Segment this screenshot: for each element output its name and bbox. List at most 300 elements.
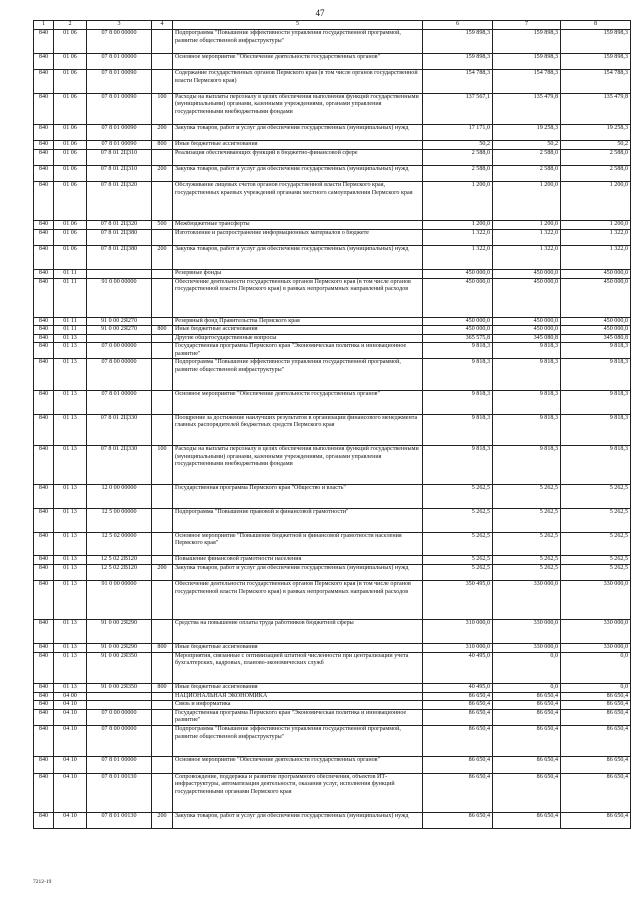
- cell-target-article: 07 8 00 00000: [87, 725, 152, 756]
- cell-section: 01 13: [54, 652, 87, 683]
- cell-description: Содержание государственных органов Пермского края (в том числе органов государственной власти Пермского края): [173, 69, 423, 93]
- cell-description: Реализация обеспечивающих функций в бюджетно-финансовой сфере: [173, 149, 423, 165]
- cell-target-article: 07 8 01 2Ц380: [87, 246, 152, 270]
- table-row: [34, 125, 631, 141]
- cell-amount-3: 159 898,3: [561, 53, 631, 69]
- cell-amount-3: 5 262,5: [561, 556, 631, 565]
- cell-target-article: 07 8 01 2Ц330: [87, 414, 152, 445]
- cell-target-article: 91 0 00 00000: [87, 581, 152, 620]
- cell-section: 01 13: [54, 390, 87, 414]
- cell-ministry: 840: [34, 581, 54, 620]
- cell-section: 01 11: [54, 317, 87, 326]
- cell-section: 01 13: [54, 565, 87, 581]
- cell-amount-2: 19 258,3: [493, 125, 561, 141]
- cell-amount-3: 135 479,8: [561, 93, 631, 124]
- table-row: [34, 69, 631, 93]
- cell-description: Подпрограмма "Повышение правовой и финансовой грамотности": [173, 508, 423, 532]
- table-row: [34, 269, 631, 278]
- cell-amount-3: 19 258,3: [561, 125, 631, 141]
- cell-target-article: 07 8 01 00090: [87, 69, 152, 93]
- cell-amount-2: 450 000,0: [493, 278, 561, 317]
- cell-amount-2: 1 322,0: [493, 246, 561, 270]
- cell-amount-2: 0,0: [493, 684, 561, 693]
- table-row: [34, 93, 631, 124]
- cell-expense-type: [152, 709, 173, 725]
- cell-ministry: 840: [34, 692, 54, 701]
- cell-amount-2: 9 818,3: [493, 390, 561, 414]
- cell-amount-1: 154 788,3: [423, 69, 493, 93]
- cell-amount-2: 0,0: [493, 652, 561, 683]
- cell-description: Иные бюджетные ассигнования: [173, 141, 423, 150]
- header-col-6: 6: [423, 21, 493, 30]
- cell-ministry: 840: [34, 326, 54, 335]
- cell-amount-3: 330 000,0: [561, 620, 631, 644]
- cell-ministry: 840: [34, 725, 54, 756]
- cell-description: Иные бюджетные ассигнования: [173, 684, 423, 693]
- cell-amount-1: 40 495,0: [423, 684, 493, 693]
- cell-description: Расходы на выплаты персоналу в целях обеспечения выполнения функций государственными (муниципальными) органами, казенными учреждениями, органами управления государственными внебюджетными фондами: [173, 93, 423, 124]
- cell-ministry: 840: [34, 334, 54, 343]
- cell-ministry: 840: [34, 812, 54, 828]
- cell-amount-1: 1 322,0: [423, 229, 493, 245]
- cell-amount-1: 450 000,0: [423, 326, 493, 335]
- cell-amount-2: 1 322,0: [493, 229, 561, 245]
- cell-ministry: 840: [34, 757, 54, 773]
- cell-expense-type: [152, 620, 173, 644]
- cell-amount-2: 450 000,0: [493, 269, 561, 278]
- cell-description: Резервный фонд Правительства Пермского края: [173, 317, 423, 326]
- cell-ministry: 840: [34, 317, 54, 326]
- cell-target-article: 91 0 00 2Я290: [87, 620, 152, 644]
- table-row: [34, 581, 631, 620]
- table-row: [34, 166, 631, 182]
- cell-amount-1: 86 650,4: [423, 701, 493, 710]
- cell-description: Закупка товаров, работ и услуг для обеспечения государственных (муниципальных) нужд: [173, 565, 423, 581]
- cell-section: 01 13: [54, 620, 87, 644]
- cell-amount-2: 5 262,5: [493, 556, 561, 565]
- cell-ministry: 840: [34, 53, 54, 69]
- cell-expense-type: [152, 773, 173, 812]
- table-row: [34, 773, 631, 812]
- cell-expense-type: [152, 334, 173, 343]
- cell-amount-3: 86 650,4: [561, 773, 631, 812]
- cell-target-article: 07 8 01 2Ц330: [87, 446, 152, 485]
- cell-description: Сопровождение, поддержка и развитие программного обеспечения, объектов ИТ-инфраструктуры, автоматизация деятельности, оказания услуг, исполнения функций государственными органами Пермского края: [173, 773, 423, 812]
- cell-amount-1: 50,2: [423, 141, 493, 150]
- cell-description: Повышение финансовой грамотности населения: [173, 556, 423, 565]
- cell-amount-2: 159 898,3: [493, 53, 561, 69]
- cell-amount-3: 9 818,3: [561, 446, 631, 485]
- table-row: [34, 446, 631, 485]
- cell-expense-type: 200: [152, 565, 173, 581]
- table-row: [34, 278, 631, 317]
- cell-description: Подпрограмма "Повышение эффективности управления государственной программой, развитие общественной инфраструктуры": [173, 725, 423, 756]
- table-row: [34, 652, 631, 683]
- cell-target-article: 07 8 01 2Ц310: [87, 166, 152, 182]
- cell-amount-2: 86 650,4: [493, 701, 561, 710]
- cell-amount-3: 159 898,3: [561, 30, 631, 54]
- cell-amount-3: 86 650,4: [561, 757, 631, 773]
- cell-ministry: 840: [34, 69, 54, 93]
- cell-target-article: 91 0 00 2Я350: [87, 652, 152, 683]
- table-row: [34, 141, 631, 150]
- cell-amount-3: 86 650,4: [561, 701, 631, 710]
- cell-ministry: 840: [34, 125, 54, 141]
- table-row: [34, 221, 631, 230]
- cell-expense-type: [152, 725, 173, 756]
- cell-ministry: 840: [34, 359, 54, 390]
- cell-amount-2: 9 818,3: [493, 446, 561, 485]
- cell-section: 01 13: [54, 414, 87, 445]
- cell-target-article: 91 0 00 2Я270: [87, 317, 152, 326]
- table-row: [34, 414, 631, 445]
- cell-amount-3: 86 650,4: [561, 725, 631, 756]
- cell-target-article: [87, 701, 152, 710]
- cell-section: 01 06: [54, 53, 87, 69]
- cell-ministry: 840: [34, 30, 54, 54]
- table-row: [34, 326, 631, 335]
- cell-expense-type: [152, 581, 173, 620]
- cell-section: 01 13: [54, 343, 87, 359]
- table-row: [34, 709, 631, 725]
- cell-section: 01 11: [54, 326, 87, 335]
- cell-target-article: 91 0 00 2Я350: [87, 684, 152, 693]
- cell-description: Изготовление и распространение информационных материалов о бюджете: [173, 229, 423, 245]
- cell-ministry: 840: [34, 508, 54, 532]
- table-row: [34, 246, 631, 270]
- cell-expense-type: [152, 30, 173, 54]
- cell-amount-1: 159 898,3: [423, 53, 493, 69]
- cell-amount-2: 330 000,0: [493, 620, 561, 644]
- cell-amount-3: 330 000,0: [561, 581, 631, 620]
- cell-section: 01 13: [54, 446, 87, 485]
- cell-ministry: 840: [34, 141, 54, 150]
- cell-description: Обеспечение деятельности государственных органов Пермского края (в том числе органов государственной власти Пермского края) в рамках непрограммных направлений расходов: [173, 278, 423, 317]
- cell-description: Средства на повышение оплаты труда работников бюджетной сферы: [173, 620, 423, 644]
- cell-expense-type: [152, 414, 173, 445]
- cell-target-article: 07 8 01 2Ц380: [87, 229, 152, 245]
- cell-description: Подпрограмма "Повышение эффективности управления государственной программой, развитие общественной инфраструктуры": [173, 30, 423, 54]
- cell-target-article: 12 5 02 00000: [87, 532, 152, 556]
- cell-amount-1: 86 650,4: [423, 709, 493, 725]
- cell-ministry: 840: [34, 390, 54, 414]
- cell-expense-type: [152, 269, 173, 278]
- cell-expense-type: [152, 359, 173, 390]
- cell-amount-3: 5 262,5: [561, 485, 631, 509]
- footer-code: 7212-19: [33, 879, 52, 885]
- cell-amount-3: 1 200,0: [561, 182, 631, 221]
- cell-section: 01 06: [54, 93, 87, 124]
- table-row: [34, 149, 631, 165]
- cell-ministry: 840: [34, 773, 54, 812]
- cell-expense-type: [152, 757, 173, 773]
- table-row: [34, 812, 631, 828]
- cell-description: Основное мероприятие "Повышение бюджетной и финансовой грамотности населения Пермского края": [173, 532, 423, 556]
- cell-ministry: 840: [34, 446, 54, 485]
- cell-expense-type: [152, 182, 173, 221]
- cell-amount-1: 86 650,4: [423, 692, 493, 701]
- cell-expense-type: [152, 556, 173, 565]
- cell-amount-2: 86 650,4: [493, 725, 561, 756]
- cell-description: Иные бюджетные ассигнования: [173, 644, 423, 653]
- cell-expense-type: [152, 485, 173, 509]
- cell-expense-type: 200: [152, 166, 173, 182]
- cell-expense-type: [152, 149, 173, 165]
- cell-target-article: 91 0 00 2Я270: [87, 326, 152, 335]
- table-body: [34, 30, 631, 829]
- cell-section: 01 13: [54, 508, 87, 532]
- cell-amount-1: 9 818,3: [423, 359, 493, 390]
- cell-amount-1: 310 000,0: [423, 644, 493, 653]
- cell-target-article: 07 0 00 00000: [87, 709, 152, 725]
- cell-amount-3: 9 818,3: [561, 343, 631, 359]
- cell-target-article: [87, 334, 152, 343]
- cell-amount-3: 1 322,0: [561, 229, 631, 245]
- table-row: [34, 485, 631, 509]
- cell-description: Основное мероприятие "Обеспечение деятельности государственных органов": [173, 53, 423, 69]
- cell-amount-1: 9 818,3: [423, 390, 493, 414]
- cell-description: Государственная программа Пермского края "Общество и власть": [173, 485, 423, 509]
- cell-expense-type: 800: [152, 326, 173, 335]
- cell-expense-type: [152, 532, 173, 556]
- table-row: [34, 229, 631, 245]
- cell-amount-1: 5 262,5: [423, 532, 493, 556]
- cell-amount-3: 450 000,0: [561, 278, 631, 317]
- cell-ministry: 840: [34, 182, 54, 221]
- cell-amount-2: 9 818,3: [493, 343, 561, 359]
- cell-amount-2: 86 650,4: [493, 773, 561, 812]
- cell-amount-2: 5 262,5: [493, 532, 561, 556]
- cell-amount-2: 86 650,4: [493, 709, 561, 725]
- cell-section: 04 10: [54, 701, 87, 710]
- cell-amount-3: 1 322,0: [561, 246, 631, 270]
- cell-amount-3: 450 000,0: [561, 317, 631, 326]
- cell-section: 01 06: [54, 229, 87, 245]
- cell-ministry: 840: [34, 246, 54, 270]
- cell-amount-2: 450 000,0: [493, 326, 561, 335]
- header-col-5: 5: [173, 21, 423, 30]
- cell-ministry: 840: [34, 221, 54, 230]
- cell-amount-1: 5 262,5: [423, 485, 493, 509]
- cell-amount-2: 159 898,3: [493, 30, 561, 54]
- table-row: [34, 565, 631, 581]
- header-col-8: 8: [561, 21, 631, 30]
- cell-section: 01 13: [54, 581, 87, 620]
- cell-expense-type: [152, 390, 173, 414]
- cell-amount-3: 5 262,5: [561, 532, 631, 556]
- cell-description: Государственная программа Пермского края "Экономическая политика и инновационное развитие": [173, 343, 423, 359]
- header-col-2: 2: [54, 21, 87, 30]
- cell-section: 04 10: [54, 725, 87, 756]
- budget-table-container: [33, 20, 630, 829]
- cell-amount-3: 345 080,8: [561, 334, 631, 343]
- cell-amount-2: 2 588,0: [493, 149, 561, 165]
- cell-amount-3: 450 000,0: [561, 326, 631, 335]
- cell-ministry: 840: [34, 149, 54, 165]
- cell-section: 04 10: [54, 773, 87, 812]
- budget-table: [33, 20, 631, 829]
- cell-expense-type: [152, 343, 173, 359]
- cell-target-article: 07 8 01 00000: [87, 53, 152, 69]
- header-col-7: 7: [493, 21, 561, 30]
- cell-expense-type: 200: [152, 246, 173, 270]
- table-row: [34, 644, 631, 653]
- cell-amount-3: 330 000,0: [561, 644, 631, 653]
- cell-amount-1: 1 200,0: [423, 221, 493, 230]
- cell-amount-1: 5 262,5: [423, 565, 493, 581]
- table-row: [34, 390, 631, 414]
- cell-ministry: 840: [34, 652, 54, 683]
- cell-section: 01 06: [54, 125, 87, 141]
- cell-amount-3: 450 000,0: [561, 269, 631, 278]
- cell-target-article: [87, 269, 152, 278]
- cell-section: 04 10: [54, 812, 87, 828]
- table-row: [34, 692, 631, 701]
- table-row: [34, 620, 631, 644]
- cell-amount-2: 154 788,3: [493, 69, 561, 93]
- cell-expense-type: 100: [152, 446, 173, 485]
- cell-target-article: 07 8 01 00130: [87, 773, 152, 812]
- cell-amount-3: 154 788,3: [561, 69, 631, 93]
- cell-expense-type: 500: [152, 221, 173, 230]
- cell-section: 01 13: [54, 485, 87, 509]
- cell-target-article: 07 8 01 00090: [87, 125, 152, 141]
- cell-target-article: 07 8 01 00090: [87, 93, 152, 124]
- cell-description: Подпрограмма "Повышение эффективности управления государственной программой, развитие общественной инфраструктуры": [173, 359, 423, 390]
- table-row: [34, 317, 631, 326]
- cell-target-article: [87, 692, 152, 701]
- table-row: [34, 556, 631, 565]
- cell-amount-3: 5 262,5: [561, 565, 631, 581]
- cell-expense-type: [152, 652, 173, 683]
- cell-section: 01 11: [54, 278, 87, 317]
- cell-ministry: 840: [34, 343, 54, 359]
- cell-section: 04 10: [54, 757, 87, 773]
- cell-description: Резервные фонды: [173, 269, 423, 278]
- cell-target-article: 07 8 00 00000: [87, 30, 152, 54]
- table-row: [34, 701, 631, 710]
- cell-section: 01 06: [54, 182, 87, 221]
- cell-amount-3: 86 650,4: [561, 709, 631, 725]
- cell-section: 01 06: [54, 69, 87, 93]
- cell-amount-2: 5 262,5: [493, 485, 561, 509]
- cell-amount-1: 137 567,1: [423, 93, 493, 124]
- cell-amount-2: 330 000,0: [493, 581, 561, 620]
- table-row: [34, 757, 631, 773]
- cell-ministry: 840: [34, 709, 54, 725]
- cell-amount-1: 159 898,3: [423, 30, 493, 54]
- cell-expense-type: [152, 692, 173, 701]
- cell-description: Другие общегосударственные вопросы: [173, 334, 423, 343]
- cell-section: 01 06: [54, 30, 87, 54]
- table-row: [34, 359, 631, 390]
- cell-target-article: 91 0 00 2Я290: [87, 644, 152, 653]
- cell-amount-2: 135 479,8: [493, 93, 561, 124]
- table-header-row: [34, 21, 631, 30]
- cell-expense-type: 100: [152, 93, 173, 124]
- cell-amount-3: 9 818,3: [561, 359, 631, 390]
- cell-amount-2: 5 262,5: [493, 565, 561, 581]
- cell-amount-3: 50,2: [561, 141, 631, 150]
- cell-section: 01 13: [54, 556, 87, 565]
- cell-amount-2: 330 000,0: [493, 644, 561, 653]
- header-col-4: 4: [152, 21, 173, 30]
- cell-description: Межбюджетные трансферты: [173, 221, 423, 230]
- cell-amount-3: 9 818,3: [561, 390, 631, 414]
- cell-amount-1: 310 000,0: [423, 620, 493, 644]
- cell-amount-1: 1 200,0: [423, 182, 493, 221]
- cell-amount-3: 86 650,4: [561, 692, 631, 701]
- cell-expense-type: 800: [152, 684, 173, 693]
- header-col-1: 1: [34, 21, 54, 30]
- cell-ministry: 840: [34, 166, 54, 182]
- cell-target-article: 12 5 00 00000: [87, 508, 152, 532]
- cell-section: 01 06: [54, 246, 87, 270]
- page-number: 47: [315, 8, 325, 18]
- cell-ministry: 840: [34, 93, 54, 124]
- cell-amount-1: 5 262,5: [423, 556, 493, 565]
- cell-section: 01 06: [54, 141, 87, 150]
- cell-amount-2: 450 000,0: [493, 317, 561, 326]
- cell-section: 01 13: [54, 644, 87, 653]
- cell-ministry: 840: [34, 414, 54, 445]
- cell-ministry: 840: [34, 229, 54, 245]
- cell-ministry: 840: [34, 269, 54, 278]
- cell-ministry: 840: [34, 644, 54, 653]
- cell-section: 04 10: [54, 709, 87, 725]
- cell-section: 01 13: [54, 532, 87, 556]
- cell-section: 01 13: [54, 334, 87, 343]
- table-row: [34, 508, 631, 532]
- table-row: [34, 30, 631, 54]
- cell-ministry: 840: [34, 485, 54, 509]
- cell-amount-1: 450 000,0: [423, 317, 493, 326]
- cell-amount-1: 350 495,0: [423, 581, 493, 620]
- cell-expense-type: [152, 508, 173, 532]
- cell-amount-1: 86 650,4: [423, 773, 493, 812]
- cell-amount-1: 9 818,3: [423, 446, 493, 485]
- cell-amount-3: 1 200,0: [561, 221, 631, 230]
- cell-amount-2: 1 200,0: [493, 182, 561, 221]
- cell-description: НАЦИОНАЛЬНАЯ ЭКОНОМИКА: [173, 692, 423, 701]
- cell-amount-3: 2 588,0: [561, 166, 631, 182]
- cell-description: Обслуживание лицевых счетов органов государственной власти Пермского края, государственных краевых учреждений органами местного самоуправления Пермского края: [173, 182, 423, 221]
- cell-description: Обеспечение деятельности государственных органов Пермского края (в том числе органов государственной власти Пермского края) в рамках непрограммных направлений расходов: [173, 581, 423, 620]
- cell-target-article: 07 8 01 2Ц310: [87, 149, 152, 165]
- cell-amount-1: 86 650,4: [423, 757, 493, 773]
- cell-amount-1: 9 818,3: [423, 414, 493, 445]
- cell-target-article: 07 8 01 2Ц320: [87, 221, 152, 230]
- cell-amount-1: 1 322,0: [423, 246, 493, 270]
- cell-amount-2: 5 262,5: [493, 508, 561, 532]
- cell-target-article: 07 0 00 00000: [87, 343, 152, 359]
- cell-expense-type: [152, 278, 173, 317]
- cell-target-article: 12 5 02 2В120: [87, 556, 152, 565]
- cell-description: Закупка товаров, работ и услуг для обеспечения государственных (муниципальных) нужд: [173, 246, 423, 270]
- cell-amount-2: 345 080,8: [493, 334, 561, 343]
- cell-expense-type: [152, 701, 173, 710]
- cell-expense-type: 800: [152, 644, 173, 653]
- cell-section: 04 00: [54, 692, 87, 701]
- cell-target-article: 07 8 01 00000: [87, 757, 152, 773]
- cell-amount-1: 5 262,5: [423, 508, 493, 532]
- cell-expense-type: 200: [152, 125, 173, 141]
- cell-ministry: 840: [34, 701, 54, 710]
- cell-section: 01 13: [54, 684, 87, 693]
- cell-description: Поощрение за достижение наилучших результатов в организации финансового менеджмента главных распорядителей бюджетных средств Пермского края: [173, 414, 423, 445]
- cell-target-article: 07 8 01 00000: [87, 390, 152, 414]
- cell-expense-type: [152, 53, 173, 69]
